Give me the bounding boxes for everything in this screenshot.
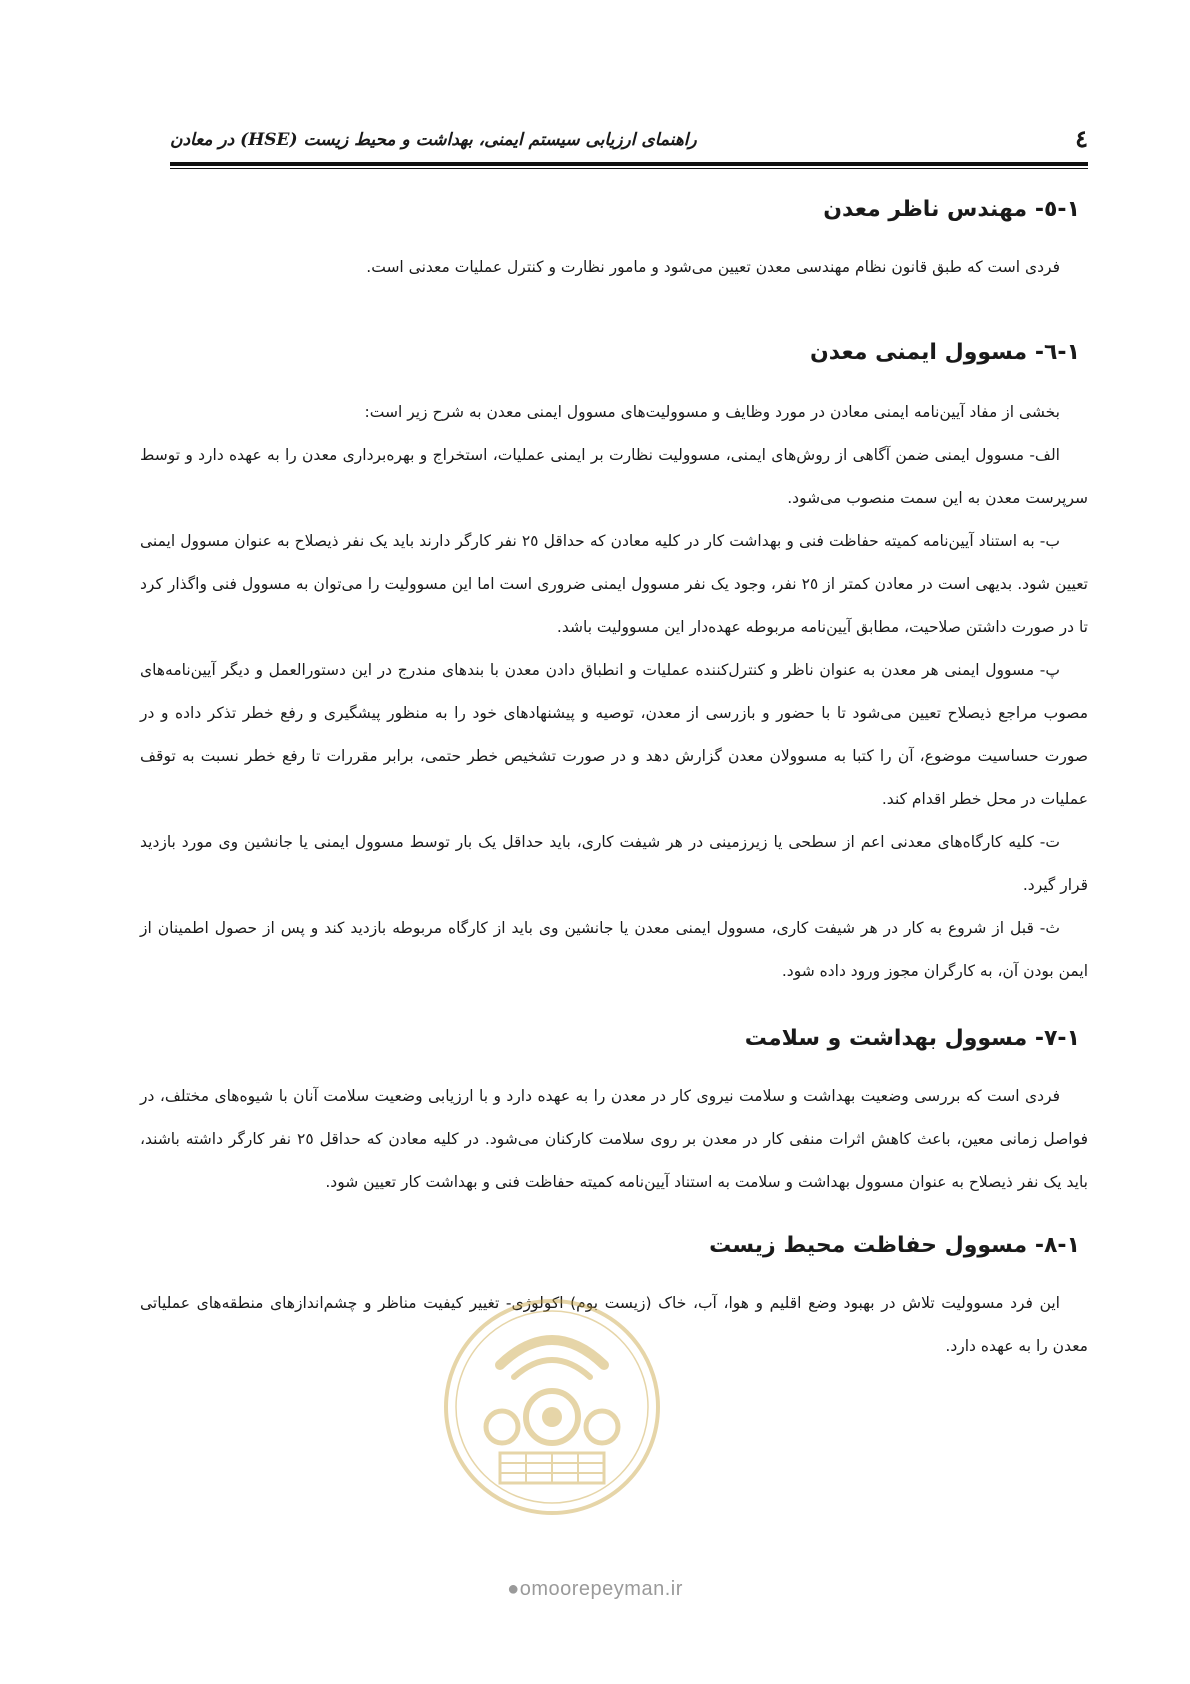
list-item-te: ت- کلیه کارگاه‌های معدنی اعم از سطحی یا زیرزمینی در هر شیفت کاری، باید حداقل یک بار توسط مسوول ایمنی یا جانشین وی مورد بازدید قرار گیرد. <box>140 833 1088 894</box>
header-rule <box>170 162 1088 166</box>
section-body-1-6 <box>140 391 1088 993</box>
document-body <box>140 188 1088 1368</box>
watermark-url <box>0 1578 1190 1601</box>
section-heading-1-6: ١-٦- مسوول ایمنی معدن <box>809 340 1080 365</box>
paragraph: فردی است که طبق قانون نظام مهندسی معدن تعیین می‌شود و مامور نظارت و کنترل عملیات معدنی است. <box>366 258 1060 276</box>
watermark-logo-icon: ● <box>507 1578 520 1600</box>
list-item-se: ث- قبل از شروع به کار در هر شیفت کاری، مسوول ایمنی معدن یا جانشین وی باید از کارگاه مربوطه بازدید کند و پس از حصول اطمینان از ایمن بودن آن، به کارگران مجوز ورود داده شود. <box>140 919 1088 980</box>
paragraph: بخشی از مفاد آیین‌نامه ایمنی معادن در مورد وظایف و مسوولیت‌های مسوول ایمنی معدن به شرح زیر است: <box>364 403 1060 421</box>
paragraph: این فرد مسوولیت تلاش در بهبود وضع اقلیم و هوا، آب، خاک (زیست بوم) اکولوژی- تغییر کیفیت مناظر و چشم‌اندازهای منطقه‌های عملیاتی معدن را به عهده دارد. <box>140 1294 1088 1355</box>
list-item-be: ب- به استناد آیین‌نامه کمیته حفاظت فنی و بهداشت کار در کلیه معادن که حداقل ٢٥ نفر کارگر دارند باید یک نفر ذیصلاح به عنوان مسوول ایمنی تعیین شود. بدیهی است در معادن کمتر از ٢٥ نفر، وجود یک نفر مسوول ایمنی ضروری است اما این مسوولیت را می‌توان به مسوول فنی واگذار کرد تا در صورت داشتن صلاحیت، مطابق آیین‌نامه مربوطه عهده‌دار این مسوولیت باشد. <box>140 532 1088 636</box>
watermark-url-text: omoorepeyman.ir <box>519 1578 683 1600</box>
running-title: راهنمای ارزیابی سیستم ایمنی، بهداشت و محیط زیست (HSE) در معادن <box>170 130 697 150</box>
page-header <box>170 122 1088 162</box>
page-number: ٤ <box>1075 124 1088 153</box>
paragraph: فردی است که بررسی وضعیت بهداشت و سلامت نیروی کار در معدن را به عهده دارد و با ارزیابی وضعیت سلامت آنان با شیوه‌های مختلف، در فواصل زمانی معین، باعث کاهش اثرات منفی کار در معدن بر روی سلامت کارکنان می‌شود. در کلیه معادن که حداقل ٢٥ نفر کارگر داشته باشند، باید یک نفر ذیصلاح به عنوان مسوول بهداشت و سلامت به استناد آیین‌نامه کمیته حفاظت فنی و بهداشت کار تعیین شود. <box>140 1087 1088 1191</box>
section-heading-1-7: ١-٧- مسوول بهداشت و سلامت <box>744 1026 1080 1051</box>
section-heading-1-8: ١-٨- مسوول حفاظت محیط زیست <box>709 1233 1080 1258</box>
section-heading-1-5: ١-٥- مهندس ناظر معدن <box>823 197 1080 222</box>
list-item-alef: الف- مسوول ایمنی ضمن آگاهی از روش‌های ایمنی، مسوولیت نظارت بر ایمنی عملیات، استخراج و بهره‌برداری معدن را به عهده دارد و توسط سرپرست معدن به این سمت منصوب می‌شود. <box>140 446 1088 507</box>
watermark-seal-icon <box>440 1295 664 1519</box>
list-item-pe: پ- مسوول ایمنی هر معدن به عنوان ناظر و کنترل‌کننده عملیات و انطباق دادن معدن با بندهای مندرج در این دستورالعمل و دیگر آیین‌نامه‌های مصوب مراجع ذیصلاح تعیین می‌شود تا با حضور و بازرسی از معدن، توصیه و پیشنهادهای خود را به منظور پیشگیری و رفع خطر تذکر داده و در صورت حساسیت موضوع، آن را کتبا به مسوولان معدن گزارش دهد و در صورت تشخیص خطر حتمی، برابر مقررات تا رفع خطر نسبت به توقف عملیات در محل خطر اقدام کند. <box>140 661 1088 808</box>
header-rule-thin <box>170 168 1088 169</box>
